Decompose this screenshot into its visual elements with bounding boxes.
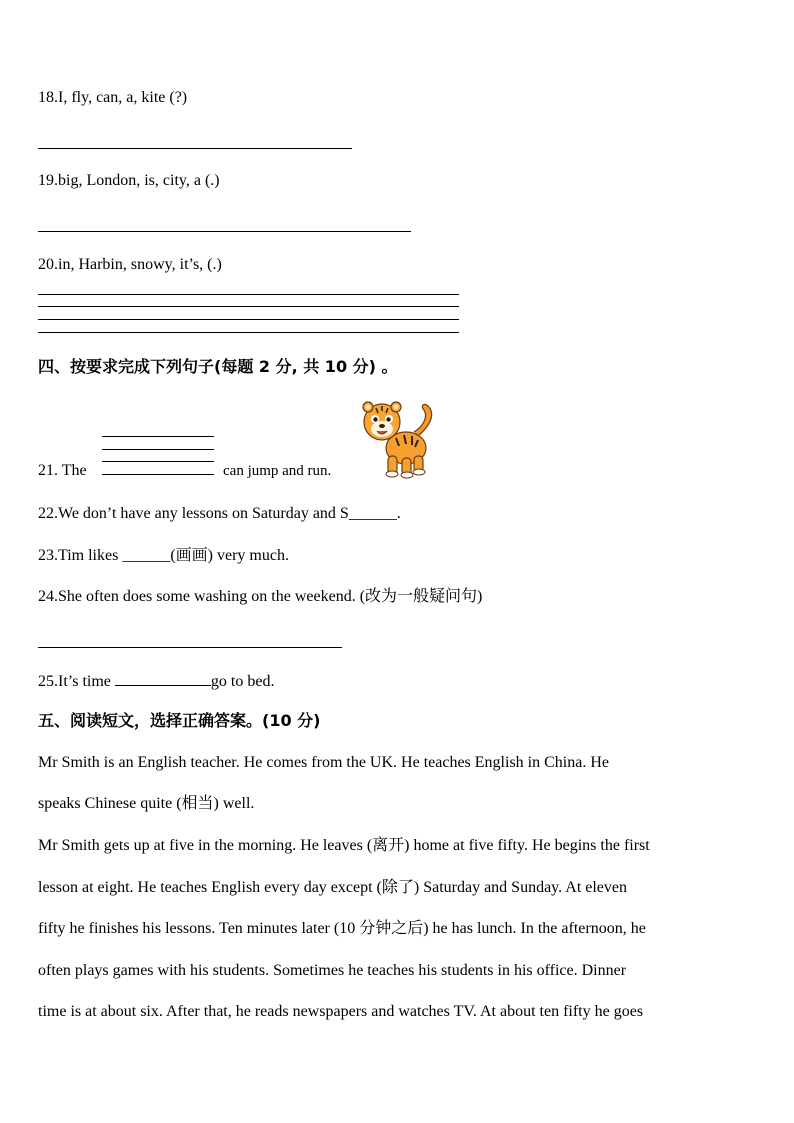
question-23 <box>38 546 289 566</box>
question-number: 25. <box>38 673 58 690</box>
question-20 <box>38 255 222 275</box>
question-number: 20. <box>38 256 58 273</box>
passage-line: fifty he finishes his lessons. Ten minutes later (10 分钟之后) he has lunch. In the afternoon, he <box>38 920 646 937</box>
question-text-post: go to bed. <box>210 673 275 690</box>
passage-line: Mr Smith is an English teacher. He comes from the UK. He teaches English in China. He <box>38 754 609 771</box>
question-21 <box>38 461 87 481</box>
question-24 <box>38 587 482 607</box>
question-text-pre: . The <box>54 462 87 479</box>
question-end: . <box>396 505 401 522</box>
question-21-post: can jump and run. <box>223 463 332 479</box>
question-text: I, fly, can, a, kite (?) <box>58 89 188 106</box>
question-text: in, Harbin, snowy, it’s, (.) <box>58 256 222 273</box>
question-text-post: (画画) very much. <box>170 547 289 564</box>
answer-line-20d[interactable] <box>38 332 459 333</box>
answer-line-21a[interactable] <box>102 436 214 437</box>
answer-line-19[interactable] <box>38 231 411 232</box>
section-5-heading: 五、阅读短文，选择正确答案。(10 分) <box>38 711 321 730</box>
question-number: 23. <box>38 547 58 564</box>
answer-blank[interactable]: ______ <box>348 505 397 522</box>
question-number: 21 <box>38 462 54 479</box>
passage-line: lesson at eight. He teaches English every day except (除了) Saturday and Sunday. At eleven <box>38 879 628 896</box>
question-number: 19. <box>38 172 58 189</box>
question-text-pre: Tim likes <box>58 547 123 564</box>
question-22 <box>38 504 401 524</box>
question-text: We don’t have any lessons on Saturday and S <box>58 505 349 522</box>
question-text: She often does some washing on the weekend. (改为一般疑问句) <box>58 588 483 605</box>
passage-line: Mr Smith gets up at five in the morning. He leaves (离开) home at five fifty. He begins the first <box>38 837 650 854</box>
answer-blank[interactable] <box>115 671 211 686</box>
question-25 <box>38 671 274 692</box>
section-4-heading: 四、按要求完成下列句子(每题 2 分, 共 10 分) 。 <box>38 357 398 376</box>
answer-line-20a[interactable] <box>38 294 459 295</box>
question-number: 22. <box>38 505 58 522</box>
answer-line-21d[interactable] <box>102 474 214 475</box>
question-number: 24. <box>38 588 58 605</box>
passage-line: often plays games with his students. Sometimes he teaches his students in his office. Dinner <box>38 962 627 979</box>
question-18 <box>38 88 187 108</box>
passage-line: time is at about six. After that, he reads newspapers and watches TV. At about ten fifty he goes <box>38 1003 644 1020</box>
question-19 <box>38 171 220 191</box>
answer-line-20b[interactable] <box>38 306 459 307</box>
question-text-pre: It’s time <box>58 673 115 690</box>
question-text: big, London, is, city, a (.) <box>58 172 220 189</box>
answer-blank[interactable]: ______ <box>122 547 171 564</box>
answer-line-21b[interactable] <box>102 449 214 450</box>
answer-line-21c[interactable] <box>102 461 214 462</box>
tiger-cartoon-icon <box>358 396 450 480</box>
answer-line-20c[interactable] <box>38 319 459 320</box>
passage-line: speaks Chinese quite (相当) well. <box>38 795 255 812</box>
answer-line-24[interactable] <box>38 647 342 648</box>
question-number: 18. <box>38 89 58 106</box>
answer-line-18[interactable] <box>38 148 352 149</box>
